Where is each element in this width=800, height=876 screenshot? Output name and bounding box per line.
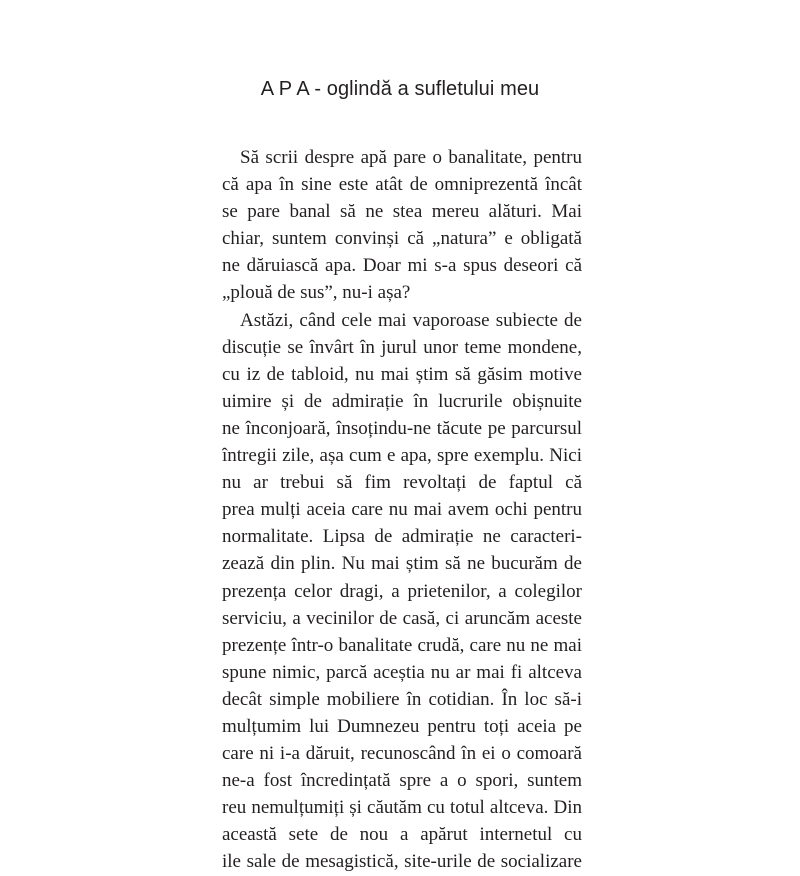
- text-line: nu ar trebui să fim revoltați de faptul că: [222, 472, 582, 494]
- text-line: ile sale de mesagistică, site-urile de socializare: [222, 851, 582, 873]
- text-line: ne înconjoară, însoțindu-ne tăcute pe parcursul: [222, 417, 582, 439]
- text-line: Să scrii despre apă pare o banalitate, pentru: [240, 147, 582, 168]
- text-line: uimire și de admirație în lucrurile obișnuite: [222, 390, 582, 412]
- text-line: reu nemulțumiți și căutăm cu totul altceva. Din: [222, 797, 582, 819]
- text-line: cu iz de tabloid, nu mai știm să găsim motive: [222, 363, 582, 385]
- body-text: [222, 144, 582, 876]
- text-line: se pare banal să ne stea mereu alături. Mai: [222, 201, 582, 223]
- text-line: serviciu, a vecinilor de casă, ci aruncăm aceste: [222, 607, 582, 629]
- text-line: spune nimic, parcă aceștia nu ar mai fi altceva: [222, 661, 582, 683]
- text-line: Astăzi, când cele mai vaporoase subiecte de: [240, 309, 582, 331]
- text-line: „plouă de sus”, nu-i așa?: [222, 282, 411, 304]
- text-line: normalitate. Lipsa de admirație ne caracteri-: [222, 526, 582, 548]
- chapter-title: A P A - oglindă a sufletului meu: [260, 78, 540, 100]
- paragraph-1: [222, 144, 582, 307]
- text-line: ne dăruiască apa. Doar mi s-a spus deseori că: [222, 255, 582, 277]
- text-line: că apa în sine este atât de omniprezentă încât: [222, 174, 582, 196]
- text-line: prezența celor dragi, a prietenilor, a colegilor: [222, 580, 582, 602]
- text-line: prezențe într-o banalitate crudă, care nu ne mai: [222, 634, 582, 656]
- text-line: mulțumim lui Dumnezeu pentru toți aceia pe: [222, 715, 582, 737]
- text-line: discuție se învârt în jurul unor teme mondene,: [222, 336, 582, 358]
- text-line: prea mulți aceia care nu mai avem ochi pentru: [222, 499, 582, 521]
- paragraph-2: [222, 307, 582, 876]
- text-line: chiar, suntem convinși că „natura” e obligată: [222, 228, 582, 250]
- text-line: întregii zile, așa cum e apa, spre exemplu. Nici: [222, 445, 582, 467]
- text-line: ne-a fost încredințată spre a o spori, suntem: [222, 770, 582, 792]
- text-line: care ni i-a dăruit, recunoscând în ei o comoară: [222, 743, 582, 765]
- text-line: decât simple mobiliere în cotidian. În loc să-i: [222, 688, 582, 710]
- text-line: zează din plin. Nu mai știm să ne bucurăm de: [222, 553, 582, 575]
- text-line: această sete de nou a apărut internetul cu: [222, 824, 582, 846]
